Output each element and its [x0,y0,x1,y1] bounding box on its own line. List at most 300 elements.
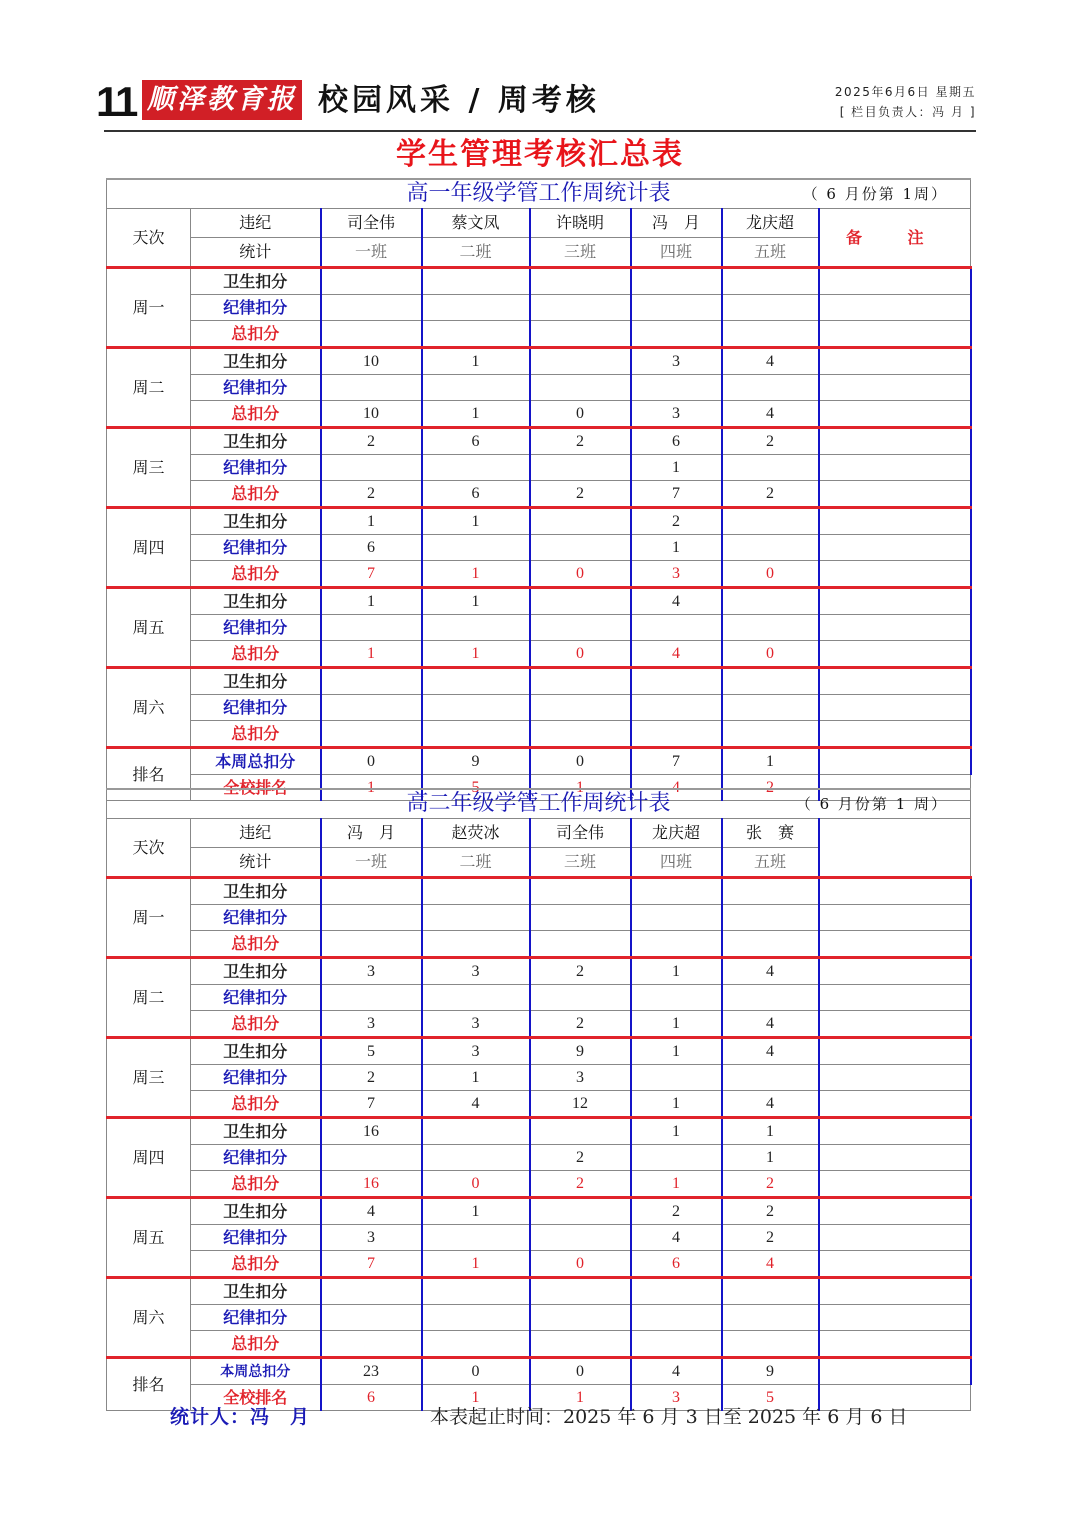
total-value: 3 [631,561,722,588]
hygiene-label: 卫生扣分 [191,1118,321,1145]
discipline-value: 1 [422,1065,530,1091]
total-value [722,321,819,348]
hygiene-value: 5 [321,1038,422,1065]
discipline-value [530,1305,631,1331]
hygiene-value [530,348,631,375]
table-row [107,1198,971,1225]
hygiene-value: 6 [631,428,722,455]
total-value: 0 [530,1251,631,1278]
remarks-cell [819,1065,971,1091]
total-value: 4 [631,641,722,668]
violation-header: 违纪 [191,209,321,238]
hygiene-value [321,668,422,695]
hygiene-value [422,1118,530,1145]
total-value: 7 [321,1091,422,1118]
day-label: 周四 [107,1118,191,1198]
table-row [107,348,971,375]
total-value: 7 [631,481,722,508]
total-value: 1 [422,561,530,588]
total-label: 总扣分 [191,1331,321,1358]
day-label: 周一 [107,878,191,958]
discipline-value [530,695,631,721]
discipline-value [631,295,722,321]
remarks-cell [819,721,971,748]
total-value [530,931,631,958]
table-row [107,1331,971,1358]
header-rule [104,130,976,132]
remarks-cell [819,905,971,931]
hygiene-value: 1 [631,1118,722,1145]
hygiene-label: 卫生扣分 [191,348,321,375]
day-header: 天次 [107,209,191,268]
remarks-cell [819,1171,971,1198]
column-editor: [ 栏目负责人：冯 月 ] [839,105,976,119]
school-rank-label: 全校排名 [191,775,321,801]
hygiene-value: 16 [321,1118,422,1145]
hygiene-value: 1 [422,508,530,535]
total-value: 4 [422,1091,530,1118]
teacher-name: 司全伟 [321,209,422,238]
total-value: 2 [722,1171,819,1198]
total-label: 总扣分 [191,1011,321,1038]
table-row [107,668,971,695]
remarks-cell [819,668,971,695]
hygiene-value: 2 [631,508,722,535]
class-name: 四班 [631,848,722,878]
discipline-value [422,615,530,641]
page-number: 11 [96,78,137,125]
discipline-value [422,695,530,721]
hygiene-value: 1 [722,1118,819,1145]
table-row [107,641,971,668]
table-row [107,1305,971,1331]
table-row [107,1118,971,1145]
class-name: 一班 [321,848,422,878]
hygiene-label: 卫生扣分 [191,1038,321,1065]
discipline-value [722,375,819,401]
discipline-label: 纪律扣分 [191,1225,321,1251]
discipline-value [631,1305,722,1331]
discipline-value [530,455,631,481]
discipline-value [422,905,530,931]
total-value: 2 [530,1171,631,1198]
school-rank-value: 5 [422,775,530,801]
report-period: 本表起止时间：2025 年 6 月 3 日至 2025 年 6 月 6 日 [430,1406,908,1428]
remarks-cell [819,958,971,985]
discipline-value [321,985,422,1011]
total-value: 0 [530,561,631,588]
teacher-name: 许晓明 [530,209,631,238]
hygiene-label: 卫生扣分 [191,668,321,695]
class-name: 五班 [722,238,819,268]
school-rank-value: 3 [631,1385,722,1411]
table-row [107,958,971,985]
discipline-value [422,1225,530,1251]
hygiene-value [722,1278,819,1305]
discipline-value [422,455,530,481]
school-rank-value: 6 [321,1385,422,1411]
total-value [631,1331,722,1358]
discipline-value [530,1225,631,1251]
hygiene-value [722,588,819,615]
remarks-cell [819,1118,971,1145]
discipline-value [321,695,422,721]
remarks-cell [819,508,971,535]
total-value [722,721,819,748]
discipline-value: 1 [631,455,722,481]
remarks-cell [819,588,971,615]
table-row [107,1145,971,1171]
hygiene-value: 6 [422,428,530,455]
week-note: （ 6 月份第 1 周） [795,794,949,813]
week-total-value: 7 [631,748,722,775]
total-value: 2 [321,481,422,508]
table-row [107,561,971,588]
total-label: 总扣分 [191,481,321,508]
total-value: 3 [631,401,722,428]
remarks-cell [819,1358,971,1385]
discipline-value: 1 [722,1145,819,1171]
discipline-value [530,295,631,321]
total-value: 6 [422,481,530,508]
total-value: 1 [422,641,530,668]
discipline-value [321,615,422,641]
issue-meta [835,82,976,122]
remarks-cell [819,1305,971,1331]
table-row [107,588,971,615]
class-name: 三班 [530,238,631,268]
table-row [107,1171,971,1198]
total-value: 1 [321,641,422,668]
discipline-value [321,375,422,401]
discipline-value: 1 [631,535,722,561]
remarks-cell [819,1331,971,1358]
week-total-value: 23 [321,1358,422,1385]
remarks-cell [819,1225,971,1251]
hygiene-value [530,508,631,535]
total-value [530,321,631,348]
hygiene-value [422,878,530,905]
week-total-value: 9 [422,748,530,775]
hygiene-value: 2 [530,958,631,985]
week-total-value: 9 [722,1358,819,1385]
hygiene-label: 卫生扣分 [191,1198,321,1225]
hygiene-value [722,668,819,695]
class-name: 二班 [422,238,530,268]
discipline-value [722,1305,819,1331]
discipline-value: 2 [722,1225,819,1251]
hygiene-value [631,878,722,905]
statistician: 统计人：冯 月 [170,1406,311,1428]
table-row [107,615,971,641]
class-name: 二班 [422,848,530,878]
total-value: 2 [530,1011,631,1038]
total-value: 4 [722,1251,819,1278]
discipline-label: 纪律扣分 [191,985,321,1011]
teacher-name: 冯 月 [631,209,722,238]
remarks-cell [819,931,971,958]
discipline-label: 纪律扣分 [191,455,321,481]
day-label: 周五 [107,588,191,668]
remarks-cell [819,561,971,588]
table-row [107,1091,971,1118]
day-label: 周二 [107,958,191,1038]
table-row [107,455,971,481]
total-value: 7 [321,561,422,588]
paper-name-logo: 顺泽教育报 [142,80,302,120]
hygiene-value: 4 [722,958,819,985]
hygiene-value: 1 [422,348,530,375]
total-value: 1 [631,1171,722,1198]
discipline-label: 纪律扣分 [191,1065,321,1091]
teacher-name: 冯 月 [321,819,422,848]
remarks-cell [819,428,971,455]
discipline-value [631,985,722,1011]
total-value [631,931,722,958]
school-rank-value: 2 [722,775,819,801]
total-value [422,721,530,748]
hygiene-value: 4 [722,348,819,375]
total-value: 4 [722,1011,819,1038]
discipline-value [631,695,722,721]
table-row [107,1225,971,1251]
remarks-cell [819,1198,971,1225]
hygiene-value: 3 [631,348,722,375]
remarks-cell [819,455,971,481]
hygiene-label: 卫生扣分 [191,1278,321,1305]
remarks-cell [819,1278,971,1305]
total-value: 0 [722,641,819,668]
total-value: 0 [422,1171,530,1198]
hygiene-label: 卫生扣分 [191,268,321,295]
discipline-value [422,1145,530,1171]
class-name: 五班 [722,848,819,878]
discipline-label: 纪律扣分 [191,905,321,931]
discipline-value [631,1065,722,1091]
hygiene-label: 卫生扣分 [191,588,321,615]
total-value [422,1331,530,1358]
hygiene-value [422,268,530,295]
footer [0,1402,1080,1432]
hygiene-value [530,1118,631,1145]
discipline-value [722,535,819,561]
class-name: 一班 [321,238,422,268]
table-row [107,905,971,931]
remarks-cell [819,748,971,775]
hygiene-label: 卫生扣分 [191,958,321,985]
discipline-value [722,985,819,1011]
page-title: 学生管理考核汇总表 [396,137,684,172]
hygiene-value: 3 [422,958,530,985]
table-row [107,401,971,428]
day-label: 周三 [107,1038,191,1118]
hygiene-value: 2 [722,1198,819,1225]
school-rank-value: 4 [631,775,722,801]
remarks-cell [819,1091,971,1118]
table-row [107,931,971,958]
remarks-header: 备 注 [819,209,971,268]
remarks-cell [819,401,971,428]
week-total-label: 本周总扣分 [191,1358,321,1385]
total-value: 1 [422,1251,530,1278]
total-label: 总扣分 [191,641,321,668]
total-label: 总扣分 [191,401,321,428]
remarks-header [819,819,971,878]
total-label: 总扣分 [191,561,321,588]
discipline-value: 3 [321,1225,422,1251]
school-rank-value: 1 [530,775,631,801]
total-value: 0 [722,561,819,588]
discipline-value [631,375,722,401]
remarks-cell [819,1011,971,1038]
discipline-value [722,905,819,931]
discipline-value: 2 [530,1145,631,1171]
total-value [722,931,819,958]
day-label: 周三 [107,428,191,508]
discipline-value [722,295,819,321]
total-value [422,931,530,958]
hygiene-value [530,668,631,695]
discipline-value: 6 [321,535,422,561]
school-rank-value: 1 [321,775,422,801]
discipline-value [631,905,722,931]
total-value: 1 [631,1091,722,1118]
hygiene-value: 4 [321,1198,422,1225]
remarks-cell [819,1251,971,1278]
remarks-cell [819,641,971,668]
discipline-value: 2 [321,1065,422,1091]
class-name: 三班 [530,848,631,878]
hygiene-value [722,508,819,535]
week-total-value: 0 [422,1358,530,1385]
hygiene-value: 3 [422,1038,530,1065]
school-rank-value: 1 [530,1385,631,1411]
table-row [107,295,971,321]
table-row [107,1278,971,1305]
remarks-cell [819,375,971,401]
week-total-value: 0 [530,748,631,775]
discipline-label: 纪律扣分 [191,1145,321,1171]
hygiene-value [722,268,819,295]
week-note: （ 6 月份第 1周） [802,184,949,203]
hygiene-value [530,588,631,615]
class-name: 四班 [631,238,722,268]
discipline-value: 3 [530,1065,631,1091]
table-row [107,375,971,401]
remarks-cell [819,1038,971,1065]
total-value: 16 [321,1171,422,1198]
day-label: 周六 [107,1278,191,1358]
discipline-value [722,615,819,641]
stats-table-1 [106,178,972,801]
violation-header-2: 统计 [191,848,321,878]
total-value [722,1331,819,1358]
total-value: 0 [530,641,631,668]
table-row [107,1251,971,1278]
total-value: 6 [631,1251,722,1278]
discipline-value [321,1145,422,1171]
day-label: 周六 [107,668,191,748]
teacher-name: 龙庆超 [631,819,722,848]
school-rank-label: 全校排名 [191,1385,321,1411]
discipline-value [321,455,422,481]
table-row [107,721,971,748]
week-total-value: 1 [722,748,819,775]
table-row [107,748,971,775]
column-title: 校园风采 / 周考核 [318,83,600,118]
total-value: 10 [321,401,422,428]
total-value: 12 [530,1091,631,1118]
hygiene-label: 卫生扣分 [191,428,321,455]
day-label: 周一 [107,268,191,348]
discipline-label: 纪律扣分 [191,535,321,561]
total-value [530,1331,631,1358]
hygiene-value [422,668,530,695]
total-value: 4 [722,1091,819,1118]
hygiene-value: 2 [530,428,631,455]
hygiene-value [631,268,722,295]
hygiene-value: 1 [422,588,530,615]
discipline-value [321,905,422,931]
hygiene-label: 卫生扣分 [191,878,321,905]
remarks-cell [819,615,971,641]
total-label: 总扣分 [191,321,321,348]
total-value [321,321,422,348]
hygiene-value [321,1278,422,1305]
hygiene-value [631,1278,722,1305]
remarks-cell [819,985,971,1011]
hygiene-value [722,878,819,905]
discipline-value [530,615,631,641]
hygiene-value: 1 [321,508,422,535]
remarks-cell [819,535,971,561]
table-row [107,985,971,1011]
hygiene-value [422,1278,530,1305]
discipline-label: 纪律扣分 [191,615,321,641]
discipline-label: 纪律扣分 [191,375,321,401]
hygiene-value: 2 [722,428,819,455]
ranking-label: 排名 [107,1358,191,1411]
discipline-value: 4 [631,1225,722,1251]
hygiene-value: 2 [321,428,422,455]
discipline-value [631,1145,722,1171]
total-value [321,721,422,748]
week-total-value: 0 [321,748,422,775]
total-value: 3 [321,1011,422,1038]
hygiene-value: 1 [631,1038,722,1065]
hygiene-value: 10 [321,348,422,375]
total-value: 1 [422,401,530,428]
hygiene-value [530,878,631,905]
total-label: 总扣分 [191,721,321,748]
discipline-label: 纪律扣分 [191,295,321,321]
day-label: 周四 [107,508,191,588]
table-row [107,535,971,561]
school-rank-value: 1 [422,1385,530,1411]
discipline-label: 纪律扣分 [191,1305,321,1331]
discipline-value [422,295,530,321]
hygiene-value [530,1278,631,1305]
total-value [321,931,422,958]
masthead [96,78,976,128]
hygiene-value [321,268,422,295]
hygiene-value: 4 [722,1038,819,1065]
discipline-value [422,985,530,1011]
teacher-name: 张 赛 [722,819,819,848]
discipline-value [722,455,819,481]
total-value [422,321,530,348]
total-label: 总扣分 [191,931,321,958]
